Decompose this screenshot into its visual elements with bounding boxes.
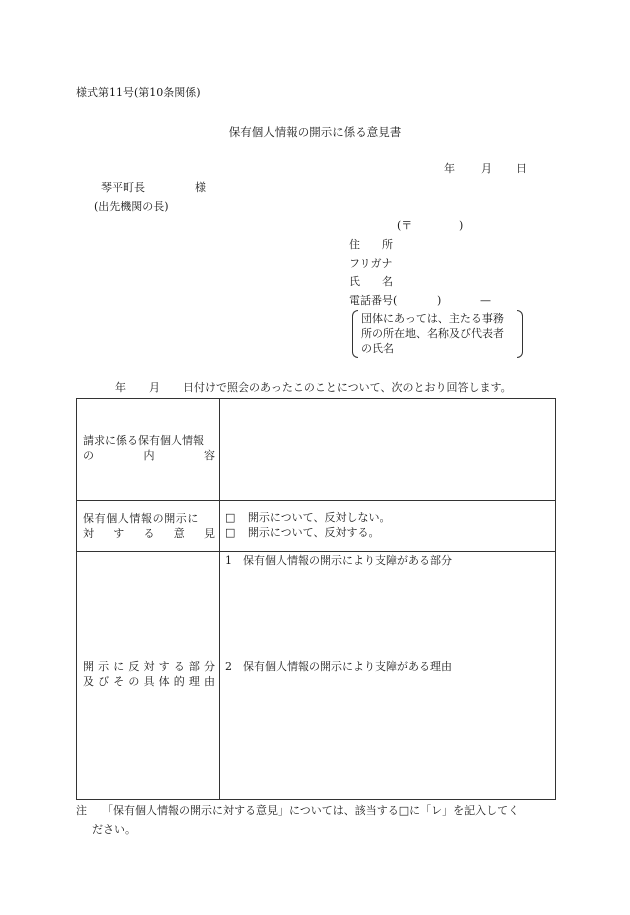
label-char: 及: [83, 675, 94, 688]
address-label: 住 所: [349, 238, 393, 251]
addressee-sub: (出先機関の長): [94, 200, 169, 213]
document-title: 保有個人情報の開示に係る意見書: [228, 125, 402, 139]
row1-label-line-1: 請求に係る保有個人情報: [83, 434, 204, 447]
opinion-form-table: [76, 398, 556, 800]
organization-note: [352, 310, 523, 358]
intro-month-label: 月: [149, 381, 160, 394]
date-year-label: 年: [444, 162, 455, 175]
row1-label-line-2: [83, 448, 215, 463]
objection-reason-heading: 2 保有個人情報の開示により支障がある理由: [225, 660, 452, 673]
left-bracket: [352, 310, 358, 358]
note-line-1: 「保有個人情報の開示に対する意見」については、該当する□に「レ」を記入してく: [102, 804, 520, 817]
addressee-name: 琴平町長: [101, 181, 145, 194]
row-opinion-label: [83, 511, 215, 541]
postal-code-label: (〒: [397, 219, 413, 232]
label-char: 対: [143, 660, 155, 673]
label-char: 具: [143, 675, 155, 688]
label-char: 意: [173, 527, 185, 540]
label-char: 分: [204, 660, 215, 673]
label-char: そ: [113, 675, 125, 688]
row-requested-info-label: [83, 433, 215, 463]
row-divider-1: [77, 500, 555, 501]
requested-info-content-cell[interactable]: [220, 399, 555, 500]
label-char: る: [143, 527, 155, 540]
org-note-line-1: 団体にあっては、主たる事務: [361, 312, 504, 325]
org-note-line-2: 所の所在地、名称及び代表者: [361, 327, 504, 340]
label-char: 理: [188, 675, 200, 688]
label-char: び: [98, 675, 110, 688]
label-char: す: [113, 527, 125, 540]
label-char: 的: [173, 675, 185, 688]
form-number: 様式第11号(第10条関係): [76, 86, 201, 99]
row3-label-line-2: [83, 674, 215, 689]
option-not-oppose: [225, 511, 390, 525]
phone-label: 電話番号(: [349, 294, 398, 307]
label-char: の: [83, 449, 94, 462]
label-char: 体: [158, 675, 170, 688]
option-oppose: [225, 526, 379, 540]
phone-dash: —: [480, 294, 491, 307]
label-char: 由: [204, 675, 215, 688]
date-day-label: 日: [516, 162, 527, 175]
name-label: 氏 名: [349, 275, 393, 288]
right-bracket: [517, 310, 523, 358]
row2-label-line-1: 保有個人情報の開示に: [83, 512, 199, 525]
row2-label-line-2: [83, 526, 215, 541]
note-prefix: 注: [76, 804, 87, 817]
phone-paren-close: ): [437, 294, 442, 307]
label-char: 反: [128, 660, 140, 673]
label-char: る: [173, 660, 185, 673]
label-char: 容: [204, 449, 215, 462]
row-objection-label: [83, 659, 215, 689]
row3-label-line-1: [83, 659, 215, 674]
org-note-line-3: の氏名: [361, 342, 394, 355]
label-char: 示: [98, 660, 110, 673]
oppose-label: 開示について、反対する。: [247, 526, 380, 539]
not-oppose-label: 開示について、反対しない。: [247, 511, 391, 524]
furigana-label: フリガナ: [349, 257, 393, 270]
postal-code-close: ): [459, 219, 464, 232]
note-line-2: ださい。: [92, 823, 136, 836]
oppose-checkbox[interactable]: □: [225, 526, 236, 539]
label-char: 対: [83, 527, 94, 540]
not-oppose-checkbox[interactable]: □: [225, 511, 236, 524]
addressee-honorific: 様: [195, 181, 206, 194]
label-char: 部: [188, 660, 200, 673]
label-char: す: [158, 660, 170, 673]
date-month-label: 月: [481, 162, 492, 175]
label-char: 見: [204, 527, 215, 540]
label-char: に: [113, 660, 125, 673]
label-char: 開: [83, 660, 94, 673]
intro-year-label: 年: [115, 381, 126, 394]
label-char: 内: [143, 449, 155, 462]
objection-part-heading: 1 保有個人情報の開示により支障がある部分: [225, 554, 452, 567]
intro-sentence: 日付けで照会のあったこのことについて、次のとおり回答します。: [183, 381, 512, 394]
label-char: の: [128, 675, 140, 688]
row-divider-2: [77, 551, 555, 552]
